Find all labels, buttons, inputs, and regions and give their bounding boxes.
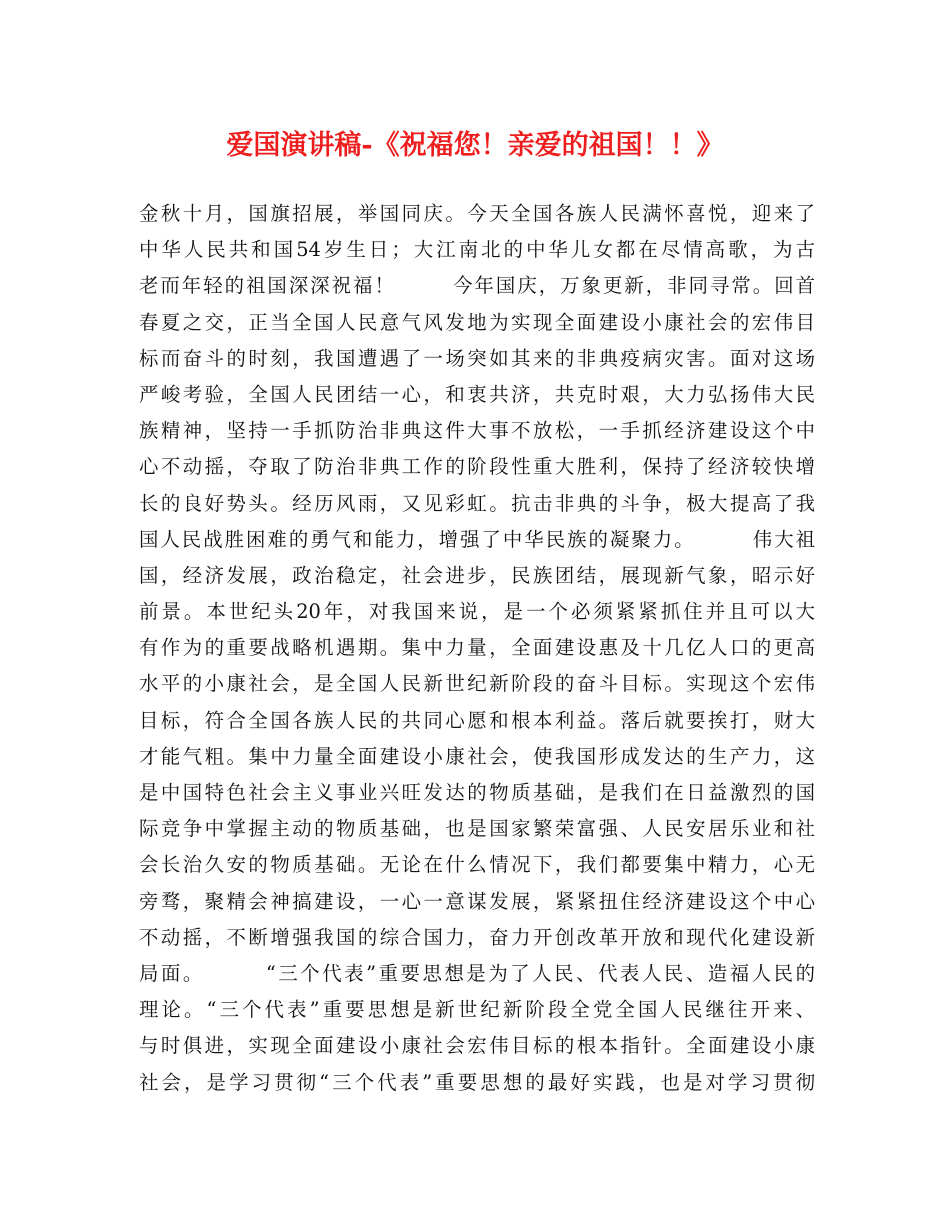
body-line: 社会，是学习贯彻“三个代表”重要思想的最好实践，也是对学习贯彻 — [139, 1070, 815, 1094]
body-line: 理论。“三个代表”重要思想是新世纪新阶段全党全国人民继往开来、 — [139, 998, 815, 1022]
body-line: 心不动摇，夺取了防治非典工作的阶段性重大胜利，保持了经济较快增 — [139, 455, 815, 479]
body-line: 会长治久安的物质基础。无论在什么情况下，我们都要集中精力，心无 — [139, 853, 815, 877]
body-line: 国人民战胜困难的勇气和能力，增强了中华民族的凝聚力。 伟大祖 — [139, 527, 815, 551]
body-line: 局面。 “三个代表”重要思想是为了人民、代表人民、造福人民的 — [139, 961, 815, 985]
body-line: 旁骛，聚精会神搞建设，一心一意谋发展，紧紧扭住经济建设这个中心 — [139, 889, 815, 913]
body-line: 与时俱进，实现全面建设小康社会宏伟目标的根本指针。全面建设小康 — [139, 1034, 815, 1058]
document-body — [139, 196, 815, 1101]
body-line: 标而奋斗的时刻，我国遭遇了一场突如其来的非典疫病灾害。面对这场 — [139, 346, 815, 370]
body-line: 族精神，坚持一手抓防治非典这件大事不放松，一手抓经济建设这个中 — [139, 419, 815, 443]
body-line: 际竞争中掌握主动的物质基础，也是国家繁荣富强、人民安居乐业和社 — [139, 817, 815, 841]
body-line: 有作为的重要战略机遇期。集中力量，全面建设惠及十几亿人口的更高 — [139, 636, 815, 660]
body-line: 不动摇，不断增强我国的综合国力，奋力开创改革开放和现代化建设新 — [139, 925, 815, 949]
body-line: 国，经济发展，政治稳定，社会进步，民族团结，展现新气象，昭示好 — [139, 563, 815, 587]
body-line: 老而年轻的祖国深深祝福！ 今年国庆，万象更新，非同寻常。回首 — [139, 274, 815, 298]
body-line: 才能气粗。集中力量全面建设小康社会，使我国形成发达的生产力，这 — [139, 744, 815, 768]
body-line: 金秋十月，国旗招展，举国同庆。今天全国各族人民满怀喜悦，迎来了 — [139, 202, 815, 225]
document-title: 爱国演讲稿-《祝福您！亲爱的祖国！！》 — [226, 130, 724, 161]
body-line: 目标，符合全国各族人民的共同心愿和根本利益。落后就要挨打，财大 — [139, 708, 815, 732]
body-line: 是中国特色社会主义事业兴旺发达的物质基础，是我们在日益激烈的国 — [139, 781, 815, 804]
body-line: 前景。本世纪头20年，对我国来说，是一个必须紧紧抓住并且可以大 — [139, 600, 815, 624]
body-line: 春夏之交，正当全国人民意气风发地为实现全面建设小康社会的宏伟目 — [139, 310, 815, 334]
body-line: 长的良好势头。经历风雨，又见彩虹。抗击非典的斗争，极大提高了我 — [139, 491, 815, 515]
body-line: 中华人民共和国54岁生日；大江南北的中华儿女都在尽情高歌，为古 — [139, 238, 815, 262]
body-line: 水平的小康社会，是全国人民新世纪新阶段的奋斗目标。实现这个宏伟 — [139, 672, 815, 696]
body-line: 严峻考验，全国人民团结一心，和衷共济，共克时艰，大力弘扬伟大民 — [139, 382, 815, 406]
